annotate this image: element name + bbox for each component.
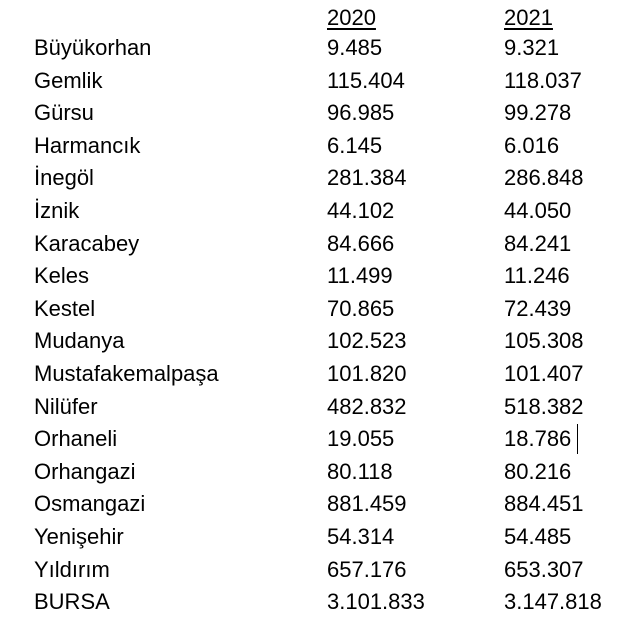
population-2020-cell[interactable]: 881.459 bbox=[327, 491, 407, 517]
district-name-cell[interactable]: Karacabey bbox=[34, 230, 140, 256]
district-name-cell[interactable]: Büyükorhan bbox=[34, 35, 152, 60]
district-name-cell[interactable]: Gürsu bbox=[34, 100, 94, 126]
population-2020-cell[interactable]: 70.865 bbox=[327, 295, 395, 321]
table-body bbox=[0, 32, 639, 619]
district-name-cell[interactable]: Yenişehir bbox=[34, 523, 124, 549]
population-2020-cell[interactable]: 115.404 bbox=[327, 67, 405, 93]
population-2021-cell[interactable]: 84.241 bbox=[504, 230, 572, 256]
table-row bbox=[0, 325, 639, 358]
population-2020-cell[interactable]: 657.176 bbox=[327, 556, 407, 582]
population-2021-cell[interactable]: 44.050 bbox=[504, 197, 572, 223]
population-2020-cell[interactable]: 9.485 bbox=[327, 35, 383, 60]
district-name-cell[interactable]: İnegöl bbox=[34, 165, 94, 191]
table-row bbox=[0, 423, 639, 456]
table-row bbox=[0, 32, 639, 65]
column-header-2020[interactable]: 2020 bbox=[327, 5, 376, 30]
population-2021-cell[interactable]: 105.308 bbox=[504, 328, 584, 354]
district-name-cell[interactable]: Orhaneli bbox=[34, 426, 118, 452]
table-row bbox=[0, 488, 639, 521]
district-name-cell[interactable]: Osmangazi bbox=[34, 491, 146, 517]
population-2021-cell[interactable]: 3.147.818 bbox=[504, 589, 602, 615]
table-row bbox=[0, 65, 639, 98]
district-name-cell[interactable]: Kestel bbox=[34, 295, 96, 321]
population-2021-cell[interactable]: 6.016 bbox=[504, 132, 560, 158]
table-row bbox=[0, 456, 639, 489]
population-2021-cell[interactable]: 101.407 bbox=[504, 360, 584, 386]
district-name-cell[interactable]: Orhangazi bbox=[34, 458, 136, 484]
population-2020-cell[interactable]: 101.820 bbox=[327, 360, 407, 386]
population-2021-cell[interactable]: 18.786 bbox=[504, 426, 572, 452]
district-name-cell[interactable]: Mudanya bbox=[34, 328, 125, 354]
table-row bbox=[0, 130, 639, 163]
population-2020-cell[interactable]: 84.666 bbox=[327, 230, 395, 256]
district-name-cell[interactable]: Gemlik bbox=[34, 67, 103, 93]
population-2020-cell[interactable]: 11.499 bbox=[327, 263, 393, 289]
population-2021-cell[interactable]: 286.848 bbox=[504, 165, 584, 191]
table-row bbox=[0, 195, 639, 228]
population-2021-cell[interactable]: 99.278 bbox=[504, 100, 572, 126]
population-2021-cell[interactable]: 80.216 bbox=[504, 458, 572, 484]
district-name-cell[interactable]: Mustafakemalpaşa bbox=[34, 360, 219, 386]
population-2020-cell[interactable]: 6.145 bbox=[327, 132, 383, 158]
population-2021-cell[interactable]: 884.451 bbox=[504, 491, 584, 517]
column-header-2021[interactable]: 2021 bbox=[504, 5, 553, 30]
population-2020-cell[interactable]: 44.102 bbox=[327, 197, 395, 223]
table-row bbox=[0, 586, 639, 619]
table-row bbox=[0, 358, 639, 391]
table-row bbox=[0, 97, 639, 130]
population-2021-cell[interactable]: 653.307 bbox=[504, 556, 584, 582]
district-name-cell[interactable]: BURSA bbox=[34, 589, 110, 615]
text-cursor bbox=[577, 424, 578, 454]
population-2021-cell[interactable]: 9.321 bbox=[504, 35, 560, 60]
population-2020-cell[interactable]: 3.101.833 bbox=[327, 589, 425, 615]
population-2021-cell[interactable]: 118.037 bbox=[504, 67, 582, 93]
district-name-cell[interactable]: İznik bbox=[34, 197, 80, 223]
table-row bbox=[0, 391, 639, 424]
population-2020-cell[interactable]: 96.985 bbox=[327, 100, 395, 126]
table-row bbox=[0, 162, 639, 195]
district-name-cell[interactable]: Harmancık bbox=[34, 132, 141, 158]
district-name-cell[interactable]: Yıldırım bbox=[34, 556, 110, 582]
table-row bbox=[0, 554, 639, 587]
population-2021-cell[interactable]: 72.439 bbox=[504, 295, 572, 321]
district-name-cell[interactable]: Nilüfer bbox=[34, 393, 98, 419]
population-2020-cell[interactable]: 281.384 bbox=[327, 165, 407, 191]
population-2021-cell[interactable]: 518.382 bbox=[504, 393, 584, 419]
district-name-cell[interactable]: Keles bbox=[34, 263, 90, 289]
population-2020-cell[interactable]: 102.523 bbox=[327, 328, 407, 354]
table-row bbox=[0, 293, 639, 326]
table-row bbox=[0, 521, 639, 554]
table-row bbox=[0, 260, 639, 293]
population-2020-cell[interactable]: 19.055 bbox=[327, 426, 395, 452]
population-2021-cell[interactable]: 54.485 bbox=[504, 523, 572, 549]
population-2020-cell[interactable]: 54.314 bbox=[327, 523, 395, 549]
population-2020-cell[interactable]: 80.118 bbox=[327, 458, 393, 484]
population-2021-cell[interactable]: 11.246 bbox=[504, 263, 570, 289]
population-2020-cell[interactable]: 482.832 bbox=[327, 393, 407, 419]
table-row bbox=[0, 228, 639, 261]
